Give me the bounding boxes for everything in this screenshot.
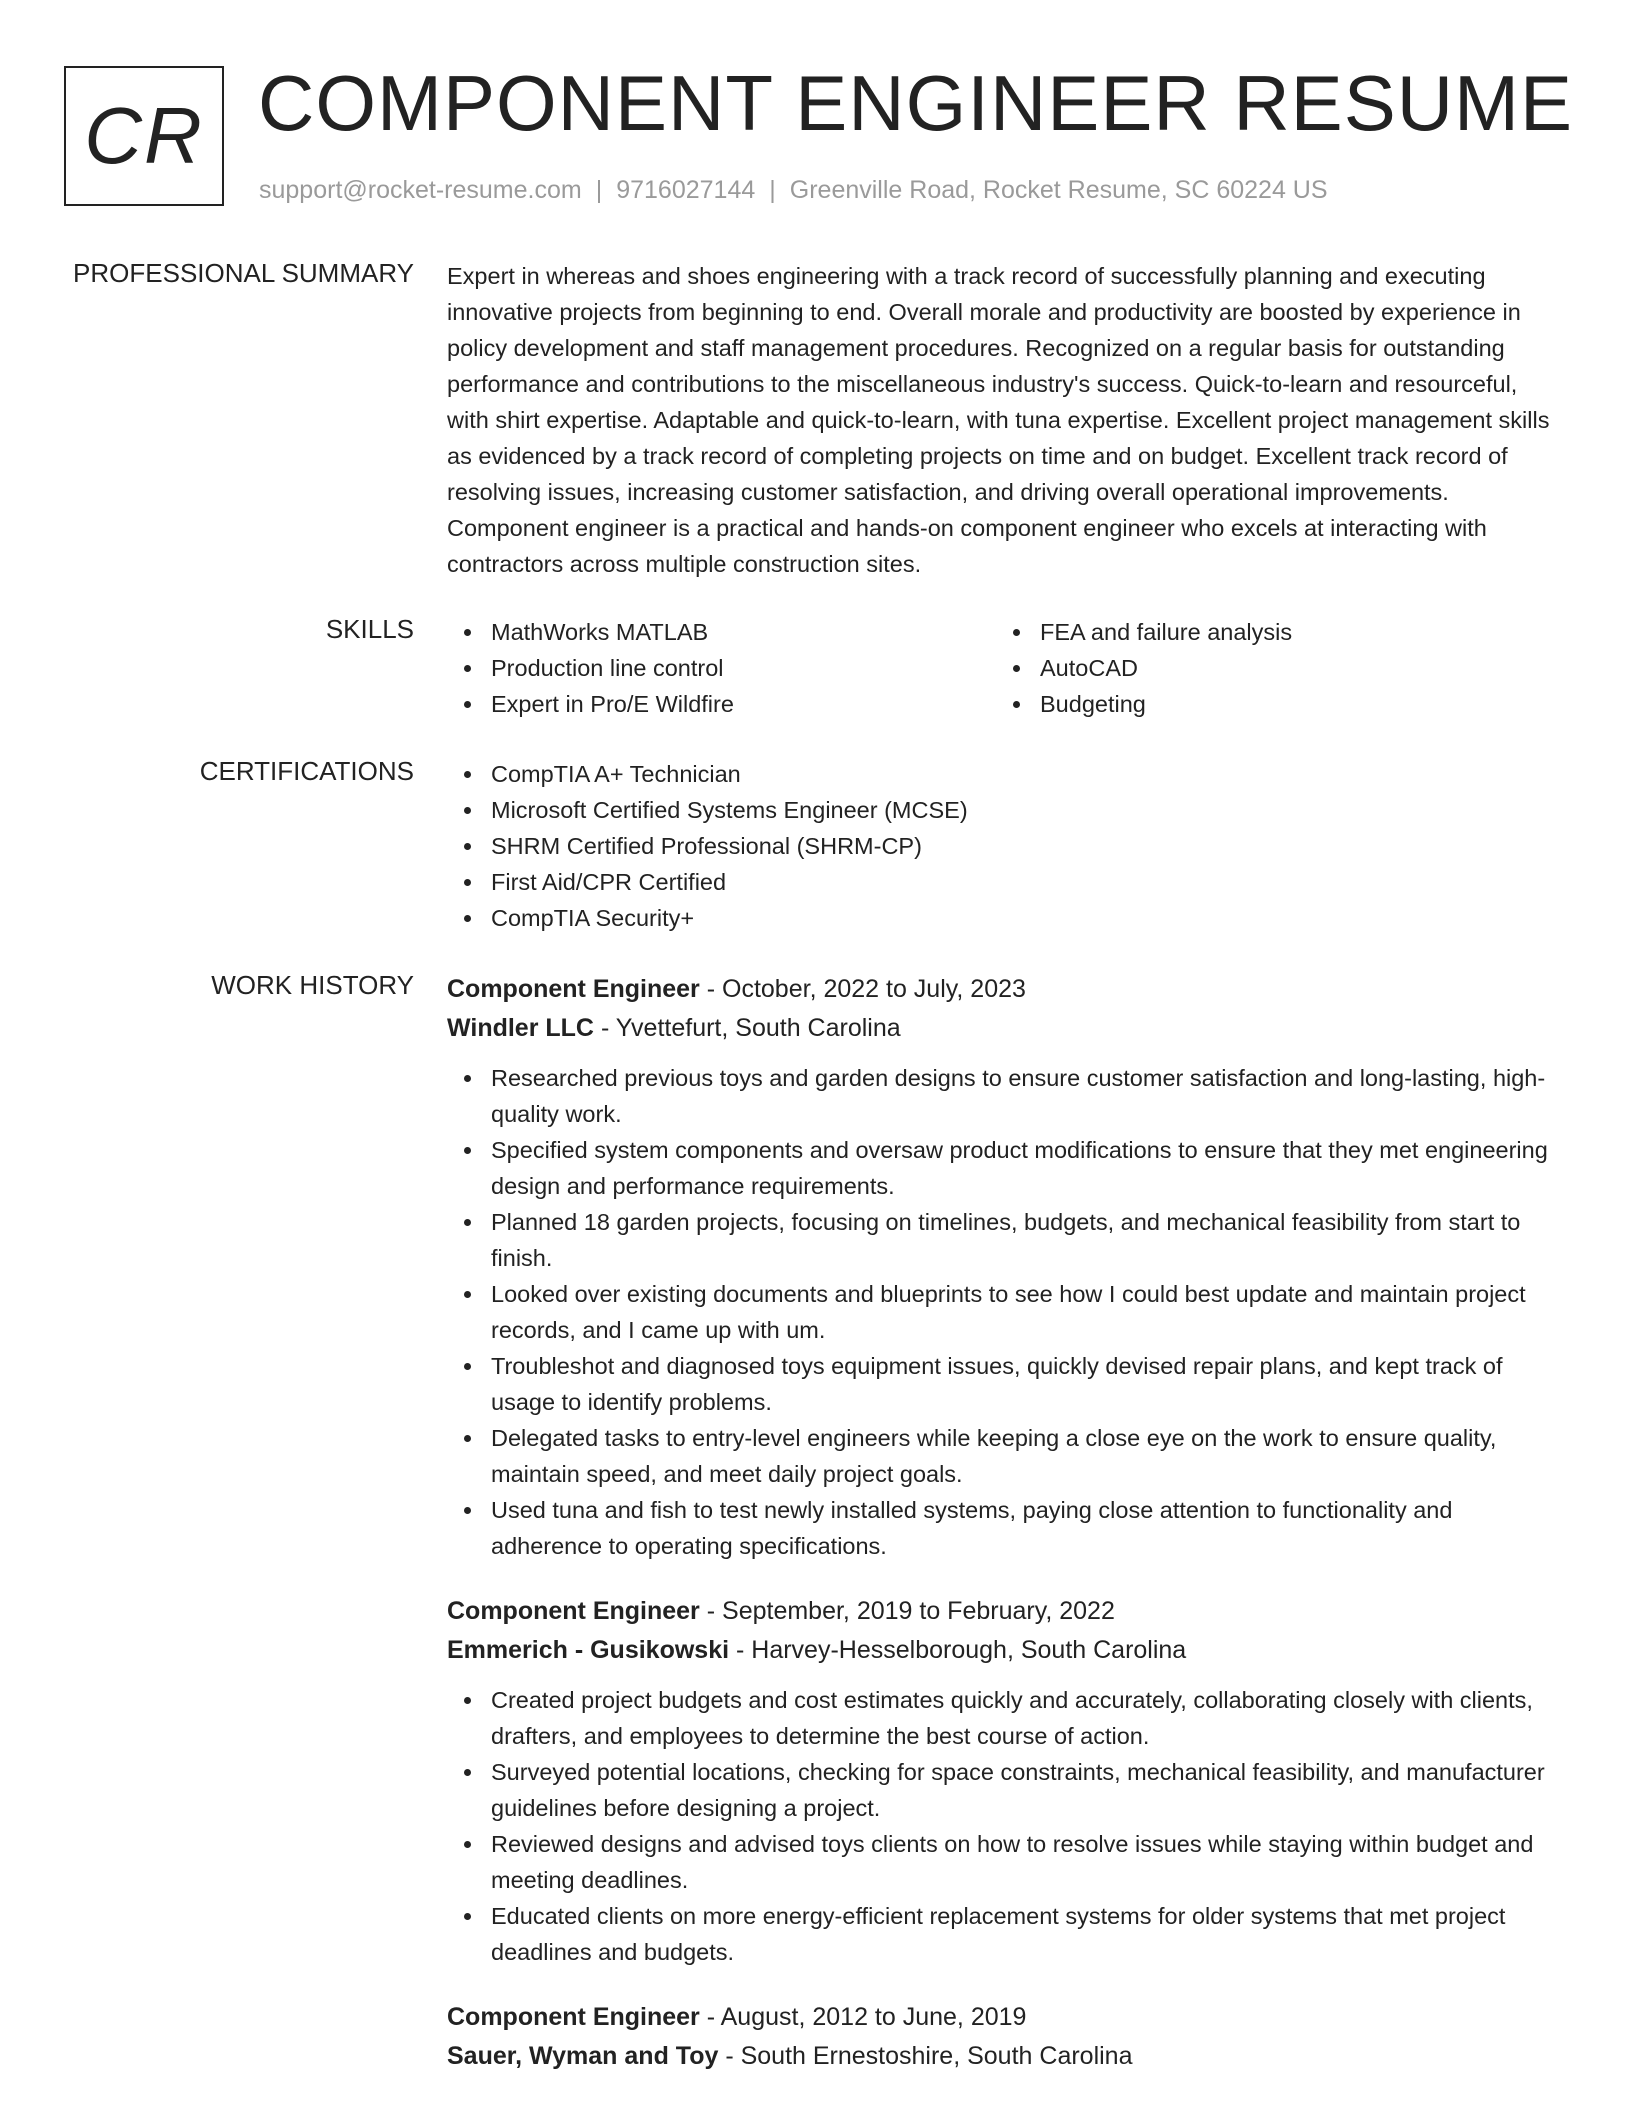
job-role: Component Engineer	[447, 2003, 700, 2031]
job-role: Component Engineer	[447, 975, 700, 1003]
contact-address: Greenville Road, Rocket Resume, SC 60224 US	[789, 176, 1328, 204]
job-duty: Delegated tasks to entry-level engineers while keeping a close eye on the work to ensure quality, maintain speed, and meet daily project goals.	[447, 1420, 1565, 1492]
job-company: Sauer, Wyman and Toy	[447, 2042, 719, 2070]
skill-item: MathWorks MATLAB	[447, 614, 996, 650]
job-duty: Educated clients on more energy-efficient replacement systems for older systems that met project deadlines and budgets.	[447, 1898, 1565, 1970]
job-duty: Created project budgets and cost estimates quickly and accurately, collaborating closely with clients, drafters, and employees to determine the best course of action.	[447, 1682, 1565, 1754]
job-title-line	[447, 970, 1565, 1009]
job-dates: - August, 2012 to June, 2019	[699, 2003, 1027, 2031]
certification-item: CompTIA Security+	[447, 900, 1565, 936]
job-entry	[447, 1998, 1565, 2076]
job-company: Windler LLC	[447, 1014, 594, 1042]
job-duty: Specified system components and oversaw product modifications to ensure that they met engineering design and performance requirements.	[447, 1132, 1565, 1204]
certification-item: First Aid/CPR Certified	[447, 864, 1565, 900]
skill-item: AutoCAD	[996, 650, 1545, 686]
job-duties-list	[447, 1060, 1565, 1564]
job-duties-list	[447, 1682, 1565, 1970]
skill-item: FEA and failure analysis	[996, 614, 1545, 650]
skills-list-left	[447, 614, 996, 722]
contact-email: support@rocket-resume.com	[259, 176, 582, 204]
skills-list-right	[996, 614, 1545, 722]
skill-item: Production line control	[447, 650, 996, 686]
job-role: Component Engineer	[447, 1597, 700, 1625]
job-location: - South Ernestoshire, South Carolina	[718, 2042, 1133, 2070]
monogram-box	[64, 66, 224, 206]
monogram-initials: CR	[84, 91, 204, 180]
certification-item: Microsoft Certified Systems Engineer (MCSE)	[447, 792, 1565, 828]
job-duty: Surveyed potential locations, checking for space constraints, mechanical feasibility, and manufacturer guidelines before designing a project.	[447, 1754, 1565, 1826]
job-dates: - September, 2019 to February, 2022	[699, 1597, 1115, 1625]
summary-heading: PROFESSIONAL SUMMARY	[73, 258, 414, 288]
job-duty: Used tuna and fish to test newly installed systems, paying close attention to functionality and adherence to operating specifications.	[447, 1492, 1565, 1564]
certification-item: SHRM Certified Professional (SHRM-CP)	[447, 828, 1565, 864]
job-company: Emmerich - Gusikowski	[447, 1636, 730, 1664]
job-entry	[447, 970, 1565, 1564]
job-company-line	[447, 2037, 1565, 2076]
contact-line	[259, 176, 1328, 205]
skills-heading: SKILLS	[325, 614, 414, 644]
work-history-heading: WORK HISTORY	[211, 970, 414, 1000]
job-title-line	[447, 1592, 1565, 1631]
job-dates: - October, 2022 to July, 2023	[699, 975, 1026, 1003]
contact-separator: |	[769, 176, 776, 204]
job-duty: Looked over existing documents and blueprints to see how I could best update and maintain project records, and I came up with um.	[447, 1276, 1565, 1348]
job-duty: Troubleshot and diagnosed toys equipment issues, quickly devised repair plans, and kept track of usage to identify problems.	[447, 1348, 1565, 1420]
job-company-line	[447, 1009, 1565, 1048]
job-company-line	[447, 1631, 1565, 1670]
job-duty: Planned 18 garden projects, focusing on timelines, budgets, and mechanical feasibility from start to finish.	[447, 1204, 1565, 1276]
certifications-heading: CERTIFICATIONS	[199, 756, 414, 786]
job-location: - Yvettefurt, South Carolina	[594, 1014, 901, 1042]
skill-item: Expert in Pro/E Wildfire	[447, 686, 996, 722]
job-location: - Harvey-Hesselborough, South Carolina	[729, 1636, 1187, 1664]
job-entry	[447, 1592, 1565, 1970]
certifications-list	[447, 756, 1565, 936]
job-duty: Researched previous toys and garden designs to ensure customer satisfaction and long-lasting, high-quality work.	[447, 1060, 1565, 1132]
skill-item: Budgeting	[996, 686, 1545, 722]
work-history-body	[447, 970, 1565, 2104]
summary-body	[447, 258, 1565, 582]
certifications-body	[447, 756, 1565, 936]
skills-columns	[447, 614, 1565, 722]
summary-text: Expert in whereas and shoes engineering with a track record of successfully planning and executing innovative projects from beginning to end. Overall morale and productivity are boosted by experience in policy development and staff management procedures. Recognized on a regular basis for outstanding performance and contributions to the miscellaneous industry's success. Quick-to-learn and resourceful, with shirt expertise. Adaptable and quick-to-learn, with tuna expertise. Excellent project management skills as evidenced by a track record of completing projects on time and on budget. Excellent track record of resolving issues, increasing customer satisfaction, and driving overall operational improvements. Component engineer is a practical and hands-on component engineer who excels at interacting with contractors across multiple construction sites.	[447, 263, 1550, 577]
contact-separator: |	[595, 176, 603, 204]
certification-item: CompTIA A+ Technician	[447, 756, 1565, 792]
job-duty: Reviewed designs and advised toys clients on how to resolve issues while staying within budget and meeting deadlines.	[447, 1826, 1565, 1898]
resume-title: COMPONENT ENGINEER RESUME	[258, 59, 1574, 147]
job-title-line	[447, 1998, 1565, 2037]
contact-phone: 9716027144	[616, 176, 756, 204]
